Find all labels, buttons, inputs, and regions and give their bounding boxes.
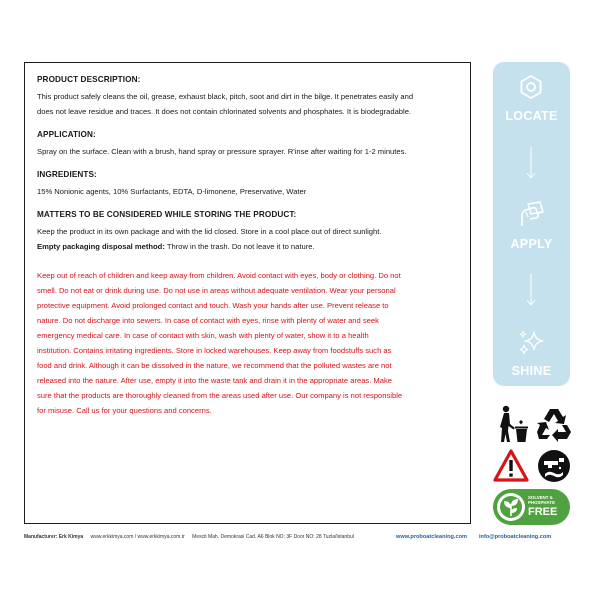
badge-line: SOLVENT &	[528, 495, 553, 500]
application-section	[37, 130, 458, 159]
sparkle-icon	[517, 328, 547, 358]
application-line: Spray on the surface. Clean with a brush, hand spray or pressure sprayer. R'inse after waiting for 1-2 minutes.	[37, 147, 407, 156]
disposal-text: Throw in the trash. Do not leave it to nature.	[164, 242, 315, 251]
footer	[24, 534, 572, 540]
product-info-box	[24, 62, 471, 524]
badge-label	[528, 495, 555, 505]
storage-title: MATTERS TO BE CONSIDERED WHILE STORING THE PRODUCT:	[37, 210, 297, 219]
corrosive-hazard-icon	[536, 448, 572, 484]
warning-line: institution. Contains irritating ingredients. Store in locked warehouses. Keep away from foodstuffs such as	[37, 346, 392, 355]
warning-line: protective equipment. Avoid prolonged contact and touch. Wash your hands after use. Prevent release to	[37, 301, 389, 310]
manufacturer-label: Manufacturer: Erk Kimya	[24, 534, 84, 540]
step-locate-label: LOCATE	[505, 109, 558, 123]
email-link[interactable]: info@proboatcleaning.com	[479, 534, 552, 540]
description-line: This product safely cleans the oil, grease, exhaust black, pitch, soot and dirt in the bilge. It penetrates easily and	[37, 92, 414, 101]
warning-line: smell. Do not eat or drink during use. Do not use in areas without adequate ventilation. Wear your personal	[37, 286, 396, 295]
ingredients-title: INGREDIENTS:	[37, 170, 97, 179]
usage-steps-panel	[493, 62, 570, 386]
description-section	[37, 75, 458, 119]
trash-disposal-icon	[496, 404, 530, 444]
badge-free: FREE	[528, 506, 558, 518]
application-title: APPLICATION:	[37, 130, 96, 139]
ingredients-line: 15% Nonionic agents, 10% Surfactants, EDTA, D-limonene, Preservative, Water	[37, 187, 307, 196]
description-title: PRODUCT DESCRIPTION:	[37, 75, 141, 84]
badge-line: PHOSPHATE	[528, 500, 555, 505]
warning-line: sure that the products are thoroughly cleaned from the areas used after use. Our company is not responsible	[37, 391, 403, 400]
warning-line: nature. Do not discharge into sewers. In case of contact with eyes, rinse with plenty of water and seek	[37, 316, 379, 325]
disposal-line	[37, 239, 458, 254]
arrow-down-icon	[526, 273, 536, 307]
warning-text	[37, 268, 458, 418]
storage-section	[37, 210, 458, 254]
manufacturer-websites: www.erkkimya.com / www.erkkimya.com.tr	[90, 534, 185, 540]
leaf-icon	[496, 492, 526, 522]
warning-line: emergency medical care. In case of contact with skin, wash with plenty of water, show it to a health	[37, 331, 369, 340]
step-shine-label: SHINE	[511, 364, 552, 378]
disposal-label: Empty packaging disposal method:	[37, 242, 165, 251]
solvent-phosphate-free-badge	[493, 489, 570, 525]
website-link[interactable]: www.proboatcleaning.com	[396, 534, 467, 540]
locate-icon	[518, 74, 544, 100]
ingredients-section	[37, 170, 458, 199]
warning-line: food and drink. Although it can be dissolved in the nature, we recommend that the polluted wastes are not	[37, 361, 392, 370]
irritant-hazard-icon	[493, 448, 529, 484]
warning-line: for misuse. Call us for your questions and concerns.	[37, 406, 212, 415]
step-apply-label: APPLY	[510, 237, 553, 251]
hand-wipe-icon	[518, 200, 546, 230]
storage-line: Keep the product in its own package and with the lid closed. Store in a cool place out of direct sunlight.	[37, 227, 382, 236]
warning-line: Keep out of reach of children and keep away from children. Avoid contact with eyes, body or clothing. Do not	[37, 271, 401, 280]
warning-line: released into the nature. After use, empty it into the waste tank and drain it in the appropriate areas. Make	[37, 376, 393, 385]
arrow-down-icon	[526, 146, 536, 180]
recycle-icon	[536, 405, 572, 443]
manufacturer-address: Mescit Mah. Demokrasi Cad. A6 Blok NO: 3F Door NO: 28 Tuzla/Istanbul	[192, 534, 354, 540]
description-line: does not leave residue and traces. It does not contain chlorinated solvents and phosphates. It is biodegradable.	[37, 107, 412, 116]
